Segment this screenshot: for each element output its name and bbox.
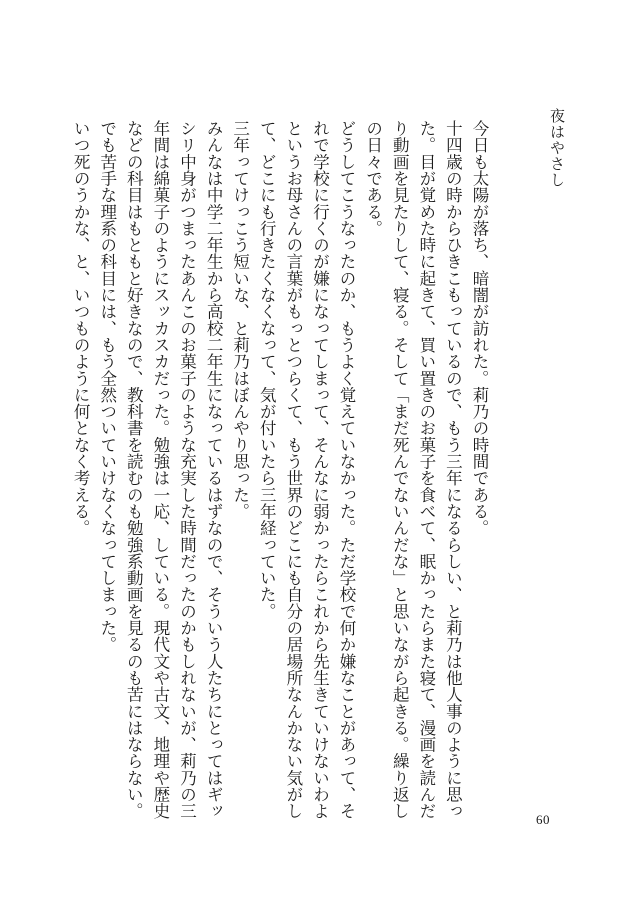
paragraph: みんなは中学二年生から高校二年生になっているはずなので、そういう人たちにとってはギッシリ中身がつまったあんこのお菓子のような充実した時間だったのかもしれないが、莉乃の三年間は綿菓子のようにスッカスカだった。勉強は一応、している。現代文や古文、地理や歴史などの科目はもともと好きなので、教科書を読むのも勉強系動画を見るのも苦にはならない。でも苦手な理系の科目には、もう全然ついていけなくなってしまった。 xyxy=(97,120,224,820)
page-number: 60 xyxy=(536,812,550,827)
running-title: 夜はやさし xyxy=(548,108,566,188)
paragraph: 三年ってけっこう短いな、と莉乃はぼんやり思った。 xyxy=(230,120,250,520)
paragraph: いつ死のうかな、と、いつものように何となく考える。 xyxy=(71,120,91,537)
paragraph: 今日も太陽が落ち、暗闇が訪れた。莉乃の時間である。 xyxy=(470,120,489,537)
paragraph: どうしてこうなったのか、もうよく覚えていなかった。ただ学校で何か嫌なことがあって、それで学校に行くのが嫌になってしまって、そんなに弱かったらこれから先生きていけないわよというお母さんの言葉がもっとつらくて、もう世界のどこにも自分の居場所なんかない気がして、どこにも行きたくなくなって、気が付いたら三年経っていた。 xyxy=(257,120,357,820)
paragraph: 十四歳の時からひきこもっているので、もう三年になるらしい、と莉乃は他人事のように思った。目が覚めた時に起きて、買い置きのお菓子を食べて、眠かったらまた寝て、漫画を読んだり動画を見たりして、寝る。そして「まだ死んでないんだな」と思いながら起きる。繰り返しの日々である。 xyxy=(363,120,463,820)
body-text xyxy=(67,120,493,820)
